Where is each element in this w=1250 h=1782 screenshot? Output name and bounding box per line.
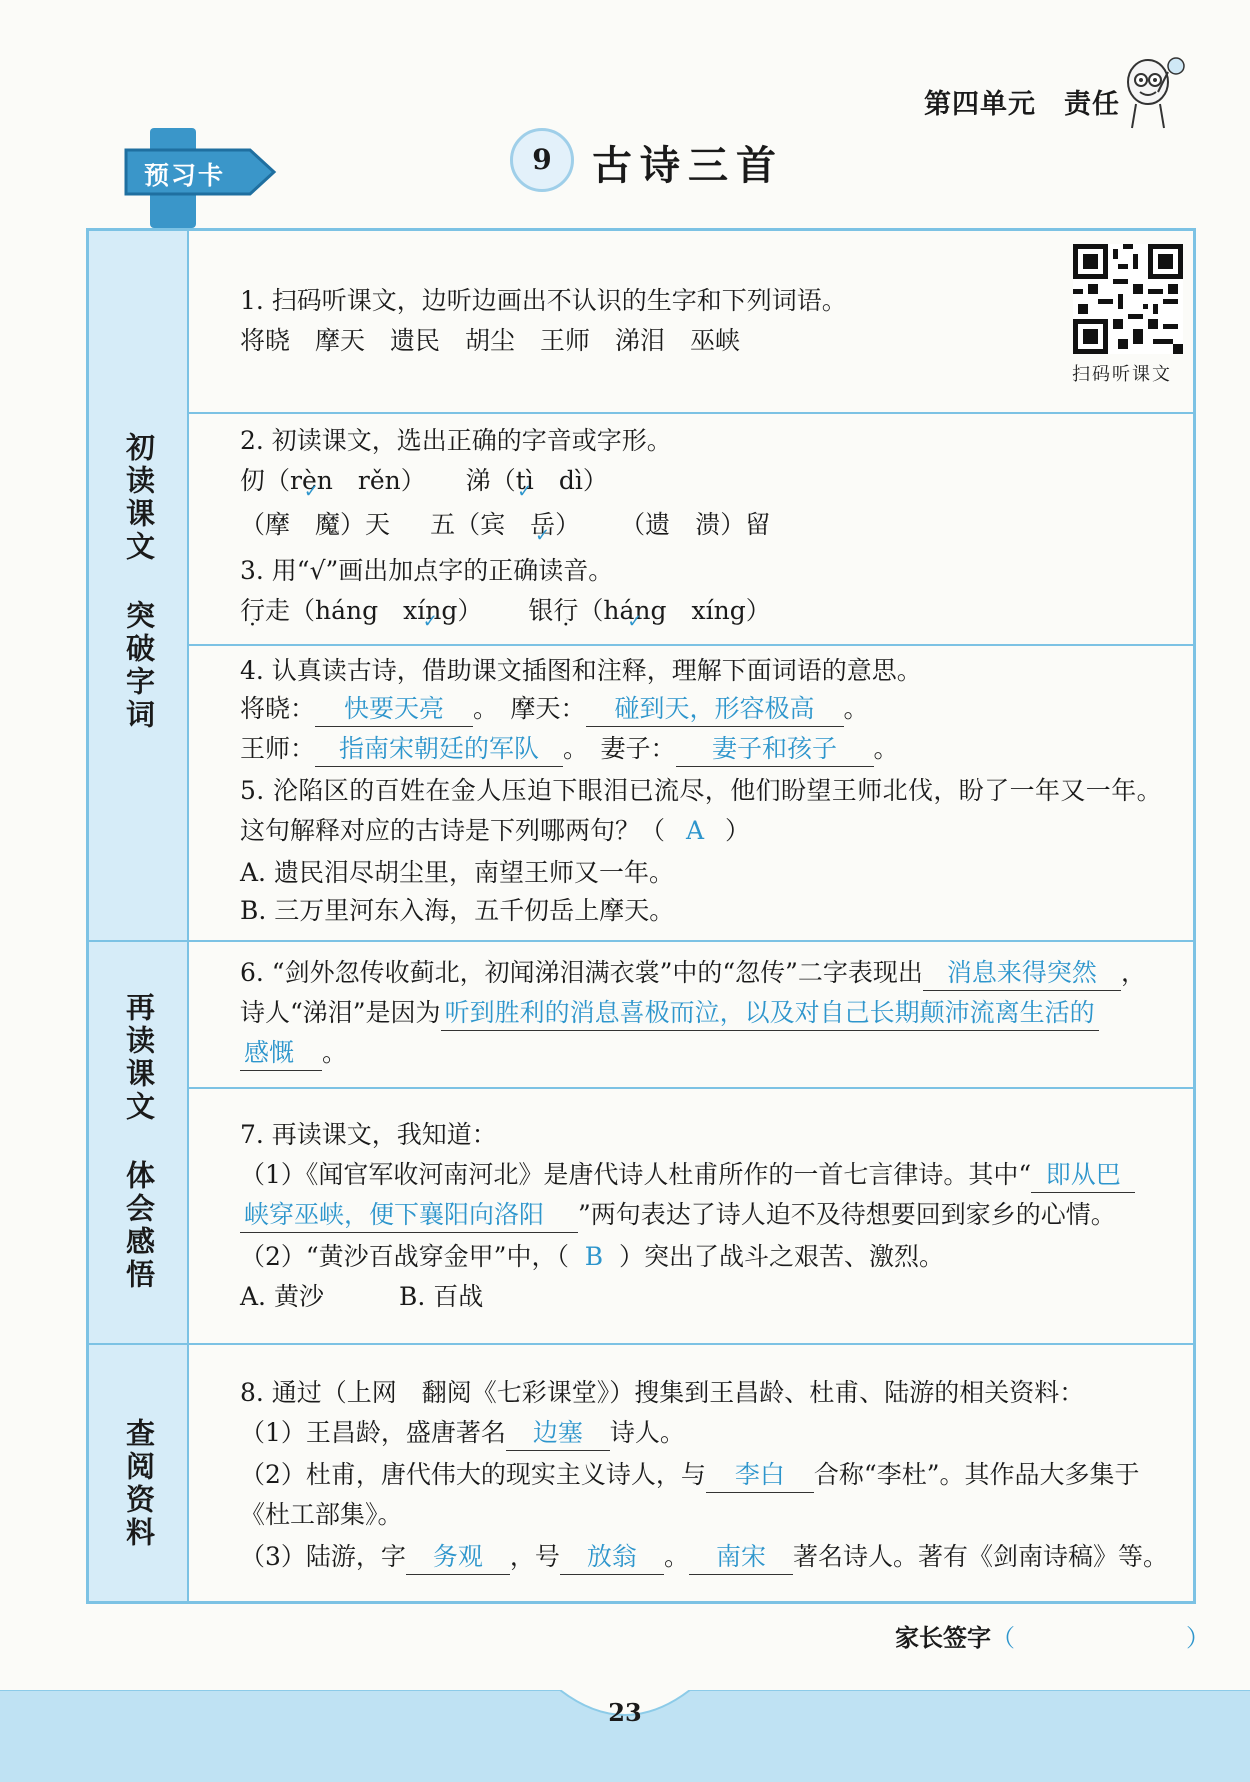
question-2-line-2 <box>240 508 770 542</box>
question-4-line-2 <box>240 732 899 767</box>
question-2-prompt: 2. 初读课文，选出正确的字音或字形。 <box>240 426 672 455</box>
q2-choice[interactable]: dì） <box>558 466 608 495</box>
question-8-line-1 <box>240 1416 685 1451</box>
sidebar-label-reread: 再读课文 <box>122 992 156 1124</box>
q2-text: ）天 <box>340 510 391 539</box>
row-divider <box>189 412 1193 414</box>
q3-text: 银 <box>528 596 554 625</box>
signature-open-paren: （ <box>991 1624 1015 1652</box>
section-divider <box>89 1343 1193 1345</box>
q5-answer[interactable]: A <box>685 816 705 845</box>
question-5-option-a: A. 遗民泪尽胡尘里，南望王师又一年。 <box>240 858 674 887</box>
q4-text: 。 摩天： <box>473 694 586 723</box>
q8-text: ，号 <box>509 1542 560 1571</box>
q2-text: （摩 <box>240 510 291 539</box>
q4-answer-blank[interactable]: 快要天亮 <box>315 692 473 727</box>
question-1-words: 将晓 摩天 遗民 胡尘 王师 涕泪 巫峡 <box>240 326 741 355</box>
question-7-prompt: 7. 再读课文，我知道： <box>240 1120 497 1149</box>
q2-choice[interactable]: 溃 <box>695 510 721 539</box>
q2-text: ）留 <box>720 510 771 539</box>
q8-text: （1）王昌龄，盛唐著名 <box>240 1418 506 1447</box>
q4-answer-blank[interactable]: 妻子和孩子 <box>676 732 874 767</box>
q4-text: 。 妻子： <box>563 734 676 763</box>
q3-text: ） <box>457 596 483 625</box>
q6-answer-blank[interactable]: 消息来得突然 <box>923 956 1121 991</box>
page-number: 23 <box>608 1698 642 1727</box>
question-5-line-1: 5. 沦陷区的百姓在金人压迫下眼泪已流尽，他们盼望王师北伐，盼了一年又一年。 <box>240 776 1163 805</box>
row-divider <box>189 1087 1193 1089</box>
question-8-line-2 <box>240 1458 1140 1493</box>
q7-text: ”两句表达了诗人迫不及待想要回到家乡的心情。 <box>578 1200 1116 1229</box>
q8-answer-blank[interactable]: 务观 <box>406 1540 510 1575</box>
q7-answer[interactable]: B <box>584 1242 604 1271</box>
q7-text: （1）《闻官军收河南河北》是唐代诗人杜甫所作的一首七言律诗。其中“ <box>240 1160 1032 1189</box>
q7-text: （2）“黄沙百战穿金甲”中，（ <box>240 1242 569 1271</box>
sidebar-label-words: 突破字词 <box>122 600 156 732</box>
parent-signature-text: 家长签字 <box>895 1624 991 1652</box>
sidebar-label-research: 查阅资料 <box>122 1418 156 1550</box>
q3-text: （ <box>578 596 604 625</box>
question-3-prompt: 3. 用“√”画出加点字的正确读音。 <box>240 556 614 585</box>
q8-answer-blank[interactable]: 边塞 <box>506 1416 610 1451</box>
q8-text: （2）杜甫，唐代伟大的现实主义诗人，与 <box>240 1460 706 1489</box>
question-5-line-2 <box>240 814 750 848</box>
q8-answer-blank[interactable]: 南宋 <box>689 1540 793 1575</box>
question-6-line-3 <box>240 1036 347 1071</box>
parent-signature-field[interactable] <box>1010 1618 1180 1650</box>
q8-answer-blank[interactable]: 放翁 <box>560 1540 664 1575</box>
question-1-prompt: 1. 扫码听课文，边听边画出不认识的生字和下列词语。 <box>240 286 847 315</box>
q2-choice-correct[interactable]: 岳 ✓ <box>530 510 555 539</box>
q3-choice[interactable]: 走（háng <box>265 596 404 625</box>
q2-text: 涕（ <box>465 466 516 495</box>
q8-text: 诗人。 <box>609 1418 685 1447</box>
preview-card-label: 预习卡 <box>144 161 226 190</box>
q6-answer-blank[interactable]: 感慨 <box>240 1036 322 1071</box>
q6-text: ， <box>1120 958 1146 987</box>
question-8-prompt: 8. 通过（上网 翻阅《七彩课堂》）搜集到王昌龄、杜甫、陆游的相关资料： <box>240 1378 1085 1407</box>
q2-choice[interactable]: 宾 <box>480 510 506 539</box>
q4-text: 。 <box>843 694 869 723</box>
question-4-prompt: 4. 认真读古诗，借助课文插图和注释，理解下面词语的意思。 <box>240 656 922 685</box>
question-7-line-3 <box>240 1240 944 1274</box>
q5-text: ） <box>725 816 751 845</box>
q6-text: 诗人“涕泪”是因为 <box>240 998 441 1027</box>
q4-text: 王师： <box>240 734 316 763</box>
q7-answer-blank[interactable]: 峡穿巫峡，便下襄阳向洛阳 <box>240 1198 578 1233</box>
q3-choice-correct[interactable]: háng ✓ <box>603 596 666 625</box>
q2-text: ） <box>555 510 581 539</box>
q6-text: 6. “剑外忽传收蓟北，初闻涕泪满衣裳”中的“忽传”二字表现出 <box>240 958 923 987</box>
mascot-icon <box>1118 52 1188 132</box>
question-2-line-1 <box>240 464 608 498</box>
q2-choice-correct[interactable]: tì ✓ <box>516 466 534 495</box>
question-4-line-1 <box>240 692 869 727</box>
question-6-line-2 <box>240 996 1099 1031</box>
sidebar-label-first-read: 初读课文 <box>122 432 156 564</box>
q3-dotted-char: 行 <box>240 596 266 625</box>
unit-title: 第四单元 责任 <box>924 89 1120 120</box>
q4-text: 将晓： <box>240 694 316 723</box>
q4-answer-blank[interactable]: 指南宋朝廷的军队 <box>315 732 563 767</box>
question-3-options <box>240 594 771 628</box>
q3-choice[interactable]: xíng） <box>666 596 771 625</box>
question-7-line-2 <box>240 1198 1116 1233</box>
q8-text: 著名诗人。著有《剑南诗稿》等。 <box>792 1542 1168 1571</box>
q6-text: 。 <box>322 1038 348 1067</box>
q5-text: 这句解释对应的古诗是下列哪两句？（ <box>240 816 666 845</box>
parent-signature-label <box>895 1618 1015 1653</box>
q7-text: ）突出了战斗之艰苦、激烈。 <box>618 1242 944 1271</box>
q8-answer-blank[interactable]: 李白 <box>706 1458 814 1493</box>
q8-text: 。 <box>663 1542 689 1571</box>
question-8-line-4 <box>240 1540 1168 1575</box>
q2-choice[interactable]: 魔 <box>315 510 341 539</box>
q4-answer-blank[interactable]: 碰到天，形容极高 <box>586 692 844 727</box>
question-8-line-3: 《杜工部集》。 <box>240 1500 403 1529</box>
q8-text: 合称“李杜”。其作品大多集于 <box>813 1460 1140 1489</box>
question-6-line-1 <box>240 956 1146 991</box>
lesson-title: 古诗三首 <box>592 142 784 189</box>
q2-text: 五（ <box>430 510 481 539</box>
q7-answer-blank[interactable]: 即从巴 <box>1031 1158 1135 1193</box>
row-divider <box>189 644 1193 646</box>
q8-text: （3）陆游，字 <box>240 1542 406 1571</box>
question-5-option-b: B. 三万里河东入海，五千仞岳上摩天。 <box>240 896 675 925</box>
q3-dotted-char: 行 <box>553 596 579 625</box>
section-divider <box>89 940 1193 942</box>
preview-card-label-wrap <box>122 146 277 198</box>
qr-code-label: 扫码听课文 <box>1072 364 1172 385</box>
signature-close-paren: ） <box>1186 1624 1210 1652</box>
question-7-options: A. 黄沙 B. 百战 <box>240 1282 484 1311</box>
qr-code-icon[interactable] <box>1073 244 1183 354</box>
question-7-line-1 <box>240 1158 1135 1193</box>
sidebar-label-feelings: 体会感悟 <box>122 1160 156 1292</box>
lesson-number: 9 <box>532 143 552 176</box>
q2-choice[interactable]: rěn） <box>357 466 426 495</box>
q6-answer-blank[interactable]: 听到胜利的消息喜极而泣，以及对自己长期颠沛流离生活的 <box>441 996 1099 1031</box>
q4-text: 。 <box>873 734 899 763</box>
q2-text: 仞（ <box>240 466 291 495</box>
q2-choice-correct[interactable]: （遗 <box>620 510 671 539</box>
q2-choice-correct[interactable]: rèn ✓ <box>290 466 333 495</box>
q3-choice-correct[interactable]: xíng ✓ <box>403 596 457 625</box>
